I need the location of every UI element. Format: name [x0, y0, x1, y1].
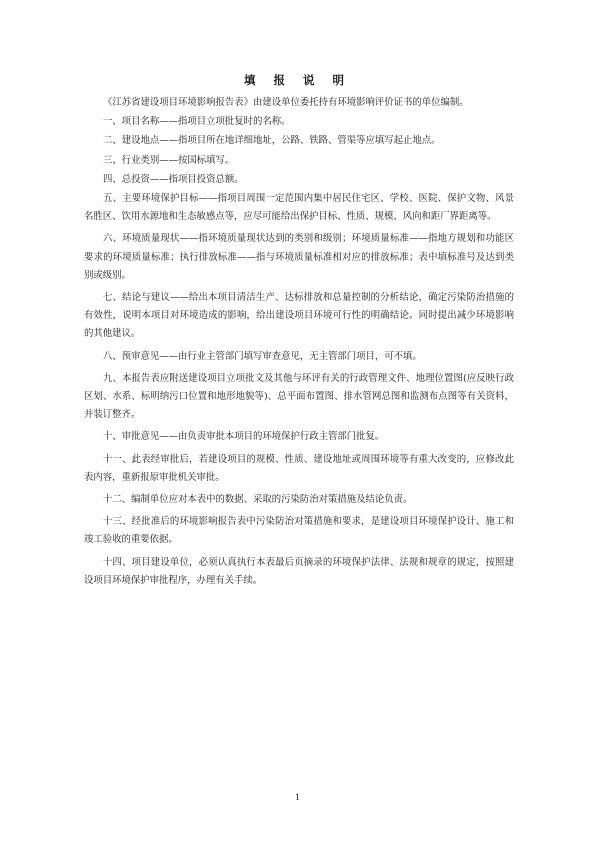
paragraph-item-8: 八、预审意见——由行业主管部门填写审查意见，无主管部门项目，可不填。 [103, 350, 422, 362]
paragraph-item-13: 十三、经批准后的环境影响报告表中污染防治对策措施和要求，是建设项目环境保护设计、施工和竣工验收的重要依据。 [84, 516, 514, 546]
paragraph-intro: 《江苏省建设项目环境影响报告表》由建设单位委托持有环境影响评价证书的单位编制。 [103, 97, 469, 108]
paragraph-item-14: 十四、项目建设单位，必须认真执行本表最后页摘录的环境保护法律、法规和规章的规定，按照建设项目环境保护审批程序，办理有关手续。 [84, 556, 514, 586]
paragraph-item-4: 四、总投资——指项目投资总额。 [103, 173, 244, 185]
paragraph-item-11: 十一、此表经审批后，若建设项目的规模、性质、建设地址或周围环境等有重大改变的，应修改此表内容，重新报原审批机关审批。 [84, 453, 514, 483]
paragraph-item-12: 十二、编制单位应对本表中的数据、采取的污染防治对策措施及结论负责。 [103, 494, 413, 506]
page-number: 1 [294, 793, 301, 802]
paragraph-item-7: 七、结论与建议——给出本项目清洁生产、达标排放和总量控制的分析结论，确定污染防治措施的有效性，说明本项目对环境造成的影响，给出建设项目环境可行性的明确结论。同时提出减少环境影响的其他建议。 [84, 292, 514, 340]
paragraph-item-1: 一、项目名称——指项目立项批复时的名称。 [103, 116, 291, 128]
paragraph-item-9: 九、本报告表应附送建设项目立项批文及其他与环评有关的行政管理文件、地理位置图(应反映行政区划、水系、标明纳污口位置和地形地貌等)、总平面布置图、排水管网总图和监测布点图等有关资料，并装订整齐。 [84, 372, 514, 421]
instructions-body [84, 94, 514, 594]
paragraph-item-3: 三、行业类别——按国标填写。 [103, 154, 235, 166]
paragraph-item-6: 六、环境质量现状——指环境质量现状达到的类别和级别；环境质量标准——指地方规划和功能区要求的环境质量标准；执行排放标准——指与环境质量标准相对应的排放标准；表中填标准号及达到类别或级别。 [84, 233, 514, 281]
page-title: 填 报 说 明 [243, 73, 351, 87]
paragraph-item-2: 二、建设地点——指项目所在地详细地址，公路、铁路、管渠等应填写起止地点。 [103, 135, 441, 147]
paragraph-item-10: 十、审批意见——由负责审批本项目的环境保护行政主管部门批复。 [103, 431, 385, 443]
paragraph-item-5: 五、主要环境保护目标——指项目周围一定范围内集中居民住宅区、学校、医院、保护文物、风景名胜区、饮用水源地和生态敏感点等，应尽可能给出保护目标、性质、规模、风向和距厂界距离等。 [84, 193, 514, 223]
